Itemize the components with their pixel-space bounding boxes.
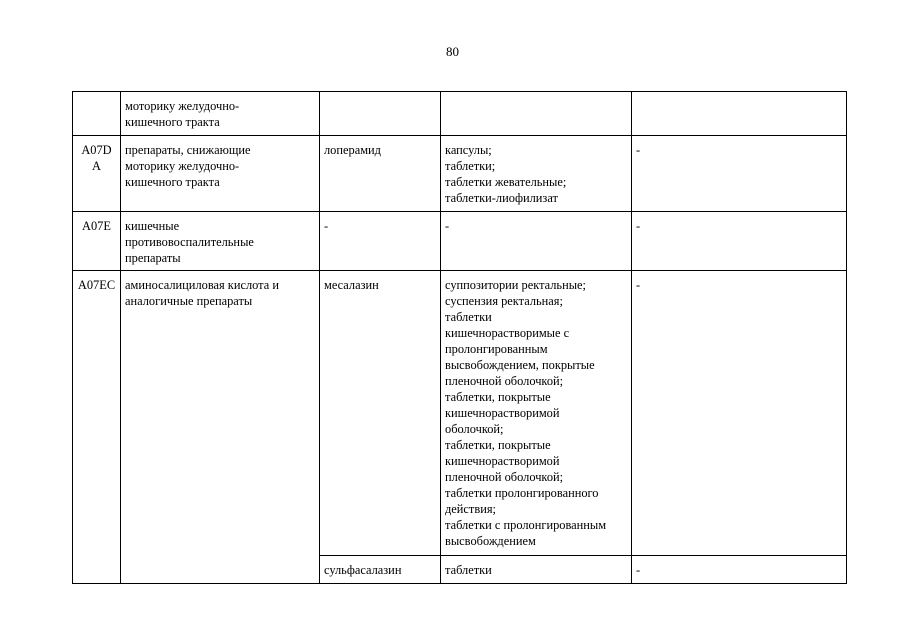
group-line: аналогичные препараты: [125, 294, 253, 308]
table-row: [73, 271, 847, 556]
note-text: -: [636, 143, 641, 157]
dosage-form-line: таблетки пролонгированного: [445, 486, 599, 500]
dosage-form-line: пленочной оболочкой;: [445, 470, 564, 484]
note-cell: [632, 271, 847, 556]
dosage-forms-cell: [441, 271, 632, 556]
drug-table: [72, 91, 847, 584]
dosage-form-line: кишечнорастворимые с: [445, 326, 570, 340]
group-line: кишечные: [125, 219, 180, 233]
dosage-form-line: суппозитории ректальные;: [445, 278, 586, 292]
dosage-forms-cell: [441, 212, 632, 271]
group-line: моторику желудочно-: [125, 99, 240, 113]
group-line: препараты: [125, 251, 181, 265]
drug-cell: [320, 556, 441, 584]
dosage-form-line: высвобождением, покрытые: [445, 358, 595, 372]
dosage-form-line: оболочкой;: [445, 422, 504, 436]
dosage-form-line: пролонгированным: [445, 342, 548, 356]
dosage-form-line: действия;: [445, 502, 496, 516]
page-number: 80: [446, 44, 459, 59]
atc-code-cell: [73, 212, 121, 271]
atc-code-line: A: [92, 159, 101, 173]
dosage-form-line: капсулы;: [445, 143, 492, 157]
dosage-form-line: суспензия ректальная;: [445, 294, 563, 308]
drug-name: -: [324, 219, 329, 233]
dosage-form-line: таблетки-лиофилизат: [445, 191, 558, 205]
note-text: -: [636, 219, 641, 233]
dosage-form-line: -: [445, 219, 450, 233]
note-text: -: [636, 278, 641, 292]
note-text: -: [636, 563, 641, 577]
atc-code-cell: [73, 136, 121, 212]
group-cell: [121, 136, 320, 212]
group-cell: [121, 92, 320, 136]
group-cell: [121, 271, 320, 584]
group-line: препараты, снижающие: [125, 143, 251, 157]
group-line: кишечного тракта: [125, 115, 220, 129]
note-cell: [632, 212, 847, 271]
drug-name: месалазин: [324, 278, 379, 292]
dosage-forms-cell: [441, 556, 632, 584]
table-row: [73, 136, 847, 212]
note-cell: [632, 556, 847, 584]
group-line: аминосалициловая кислота и: [125, 278, 279, 292]
drug-name: сульфасалазин: [324, 563, 402, 577]
table-row: [73, 92, 847, 136]
dosage-forms-cell: [441, 92, 632, 136]
group-line: противовоспалительные: [125, 235, 254, 249]
drug-cell: [320, 271, 441, 556]
atc-code-line: A07D: [81, 143, 112, 157]
dosage-form-line: таблетки жевательные;: [445, 175, 567, 189]
group-line: моторику желудочно-: [125, 159, 240, 173]
dosage-form-line: таблетки с пролонгированным: [445, 518, 607, 532]
note-cell: [632, 136, 847, 212]
dosage-form-line: таблетки: [445, 563, 492, 577]
atc-code-cell: [73, 92, 121, 136]
dosage-form-line: таблетки, покрытые: [445, 438, 551, 452]
dosage-forms-cell: [441, 136, 632, 212]
note-cell: [632, 92, 847, 136]
dosage-form-line: кишечнорастворимой: [445, 406, 560, 420]
atc-code-line: A07EC: [77, 278, 116, 292]
dosage-form-line: высвобождением: [445, 534, 536, 548]
atc-code-cell: [73, 271, 121, 584]
dosage-form-line: таблетки;: [445, 159, 496, 173]
dosage-form-line: таблетки, покрытые: [445, 390, 551, 404]
drug-cell: [320, 92, 441, 136]
group-line: кишечного тракта: [125, 175, 220, 189]
dosage-form-line: пленочной оболочкой;: [445, 374, 564, 388]
atc-code-line: A07E: [82, 219, 111, 233]
dosage-form-line: таблетки: [445, 310, 492, 324]
drug-cell: [320, 212, 441, 271]
drug-cell: [320, 136, 441, 212]
drug-name: лоперамид: [324, 143, 381, 157]
dosage-form-line: кишечнорастворимой: [445, 454, 560, 468]
group-cell: [121, 212, 320, 271]
table-row: [73, 212, 847, 271]
